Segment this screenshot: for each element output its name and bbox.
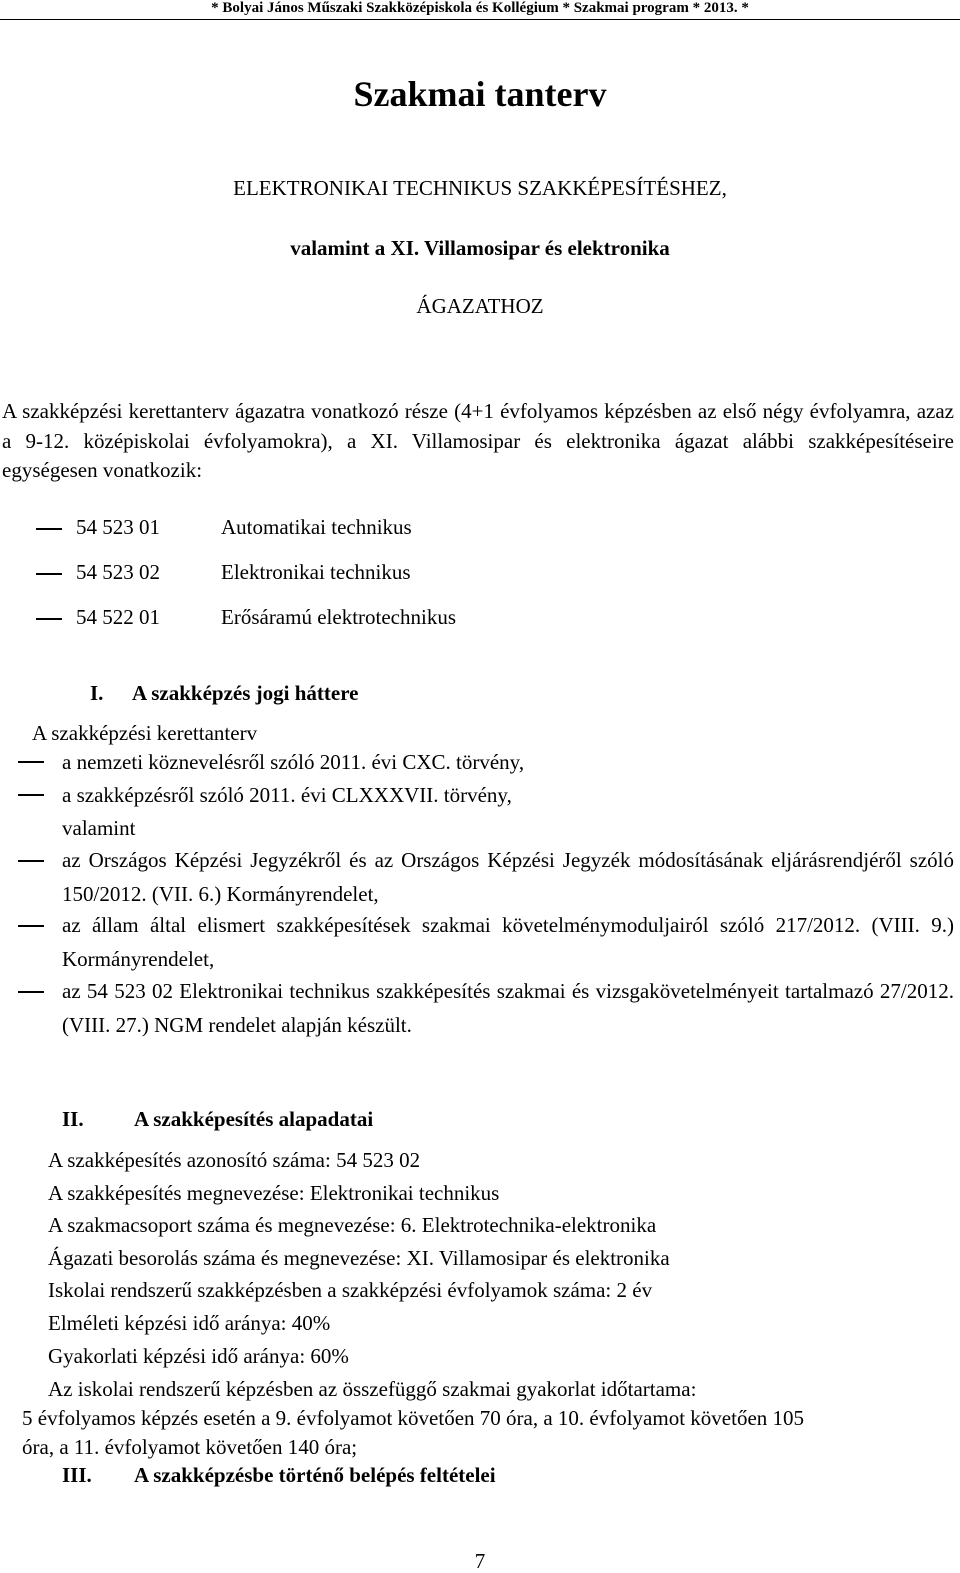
page-number: 7 [474, 1549, 486, 1573]
basic-data-line: A szakképesítés azonosító száma: 54 523 02 [48, 1148, 421, 1172]
legal-item: a nemzeti köznevelésről szóló 2011. évi CXC. törvény, [62, 750, 525, 774]
legal-item: a szakképzésről szóló 2011. évi CLXXXVII. törvény, [62, 783, 512, 807]
valamint-label: valamint [62, 816, 136, 840]
section-1-number: I. [90, 681, 104, 705]
basic-data-line: A szakképesítés megnevezése: Elektronikai technikus [48, 1181, 500, 1205]
legal-item: az 54 523 02 Elektronikai technikus szakképesítés szakmai és vizsgakövetelményeit tartalmazó 27/2012. (VIII. 27.) NGM rendelet alapján készült. [62, 979, 954, 1037]
qualification-code: 54 522 01 [76, 605, 160, 629]
section-1-title: A szakképzés jogi háttere [132, 681, 359, 705]
qualification-name: Elektronikai technikus [221, 560, 411, 584]
subtitle-line-3: ÁGAZATHOZ [416, 294, 544, 318]
page-header: * Bolyai János Műszaki Szakközépiskola és Kollégium * Szakmai program * 2013. * [211, 0, 749, 16]
dash-marker [18, 925, 44, 927]
dash-marker [36, 528, 62, 530]
legal-item: az állam által elismert szakképesítések szakmai követelménymoduljairól szóló 217/2012. (VIII. 9.) Kormányrendelet, [62, 913, 954, 971]
section-1-lead: A szakképzési kerettanterv [32, 721, 258, 745]
dash-marker [18, 860, 44, 862]
qualification-item [36, 514, 62, 540]
basic-data-line: A szakmacsoport száma és megnevezése: 6. Elektrotechnika-elektronika [48, 1213, 657, 1237]
header-rule [0, 19, 960, 20]
basic-data-line: Iskolai rendszerű szakképzésben a szakképzési évfolyamok száma: 2 év [48, 1278, 653, 1302]
page-title: Szakmai tanterv [353, 74, 607, 114]
practice-line: 5 évfolyamos képzés esetén a 9. évfolyamot követően 70 óra, a 10. évfolyamot követően 105 [22, 1406, 805, 1430]
dash-marker [36, 618, 62, 620]
section-2-title: A szakképesítés alapadatai [134, 1107, 374, 1131]
dash-marker [18, 794, 44, 796]
intro-paragraph: A szakképzési kerettanterv ágazatra vonatkozó része (4+1 évfolyamos képzésben az első négy évfolyamra, azaz a 9-12. középiskolai évfolyamokra), a XI. Villamosipar és elektronika ágazat alábbi szakképesítéseire egységesen vonatkozik: [2, 399, 954, 482]
qualification-item [36, 559, 62, 585]
qualification-name: Erősáramú elektrotechnikus [221, 605, 456, 629]
legal-item: az Országos Képzési Jegyzékről és az Országos Képzési Jegyzék módosításának eljárásrendjéről szóló 150/2012. (VII. 6.) Kormányrendelet, [62, 848, 954, 906]
qualification-code: 54 523 02 [76, 560, 160, 584]
section-2-number: II. [62, 1107, 84, 1131]
basic-data-line: Ágazati besorolás száma és megnevezése: XI. Villamosipar és elektronika [48, 1246, 670, 1270]
dash-marker [18, 991, 44, 993]
dash-marker [18, 761, 44, 763]
basic-data-line: Elméleti képzési idő aránya: 40% [48, 1311, 331, 1335]
basic-data-line: Gyakorlati képzési idő aránya: 60% [48, 1344, 349, 1368]
qualification-item [36, 604, 62, 630]
dash-marker [36, 573, 62, 575]
subtitle-line-1: ELEKTRONIKAI TECHNIKUS SZAKKÉPESÍTÉSHEZ, [233, 176, 727, 200]
basic-data-line: Az iskolai rendszerű képzésben az összefüggő szakmai gyakorlat időtartama: [48, 1377, 697, 1401]
qualification-name: Automatikai technikus [221, 515, 412, 539]
subtitle-line-2: valamint a XI. Villamosipar és elektronika [290, 236, 670, 260]
qualification-code: 54 523 01 [76, 515, 160, 539]
section-3-number: III. [62, 1463, 92, 1487]
practice-line: óra, a 11. évfolyamot követően 140 óra; [22, 1435, 358, 1459]
section-3-title: A szakképzésbe történő belépés feltételei [134, 1463, 496, 1487]
